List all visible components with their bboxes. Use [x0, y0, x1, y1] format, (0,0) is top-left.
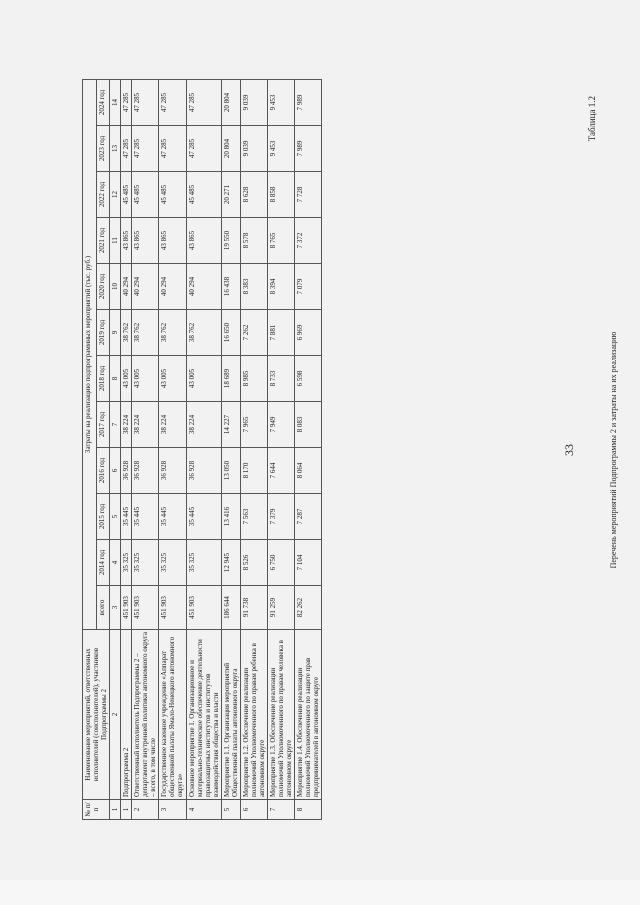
- row-name: Государственное казенное учреждение «Аппарат общественной палаты Ямало-Ненецкого автономного округа»: [159, 630, 186, 800]
- column-number: 13: [110, 126, 121, 172]
- row-number: 4: [186, 800, 221, 820]
- row-name: Мероприятие 1.1. Организация мероприятий Общественной палаты автономного округа: [221, 630, 240, 800]
- cell-value: 8 578: [240, 218, 267, 264]
- row-number: 8: [295, 800, 322, 820]
- cell-value: 45 485: [159, 172, 186, 218]
- cell-value: 35 445: [132, 494, 159, 540]
- cell-value: 40 294: [159, 264, 186, 310]
- table-caption: Перечень мероприятий Подпрограммы 2 и затраты на их реализацию: [609, 331, 618, 569]
- header-year: 2016 год: [96, 448, 110, 494]
- cell-value: 451 903: [132, 586, 159, 630]
- cell-value: 47 285: [159, 79, 186, 125]
- column-number: 11: [110, 218, 121, 264]
- header-year: 2017 год: [96, 402, 110, 448]
- column-number: 6: [110, 448, 121, 494]
- row-name: Мероприятие 1.3. Обеспечение реализации полномочий Уполномоченного по правам человека в автономном округе: [267, 630, 294, 800]
- cell-value: 45 485: [186, 172, 221, 218]
- row-name: Мероприятие 1.2. Обеспечение реализации полномочий Уполномоченного по правам ребенка в автономном округе: [240, 630, 267, 800]
- cell-value: 38 224: [159, 402, 186, 448]
- column-number: 3: [110, 586, 121, 630]
- header-year: 2014 год: [96, 540, 110, 586]
- cell-value: 451 903: [159, 586, 186, 630]
- cell-value: 40 294: [186, 264, 221, 310]
- cell-value: 13 416: [221, 494, 240, 540]
- table-row: [240, 79, 267, 819]
- cell-value: 82 262: [295, 586, 322, 630]
- cell-value: 7 262: [240, 310, 267, 356]
- cell-value: 7 881: [267, 310, 294, 356]
- cell-value: 38 762: [121, 310, 132, 356]
- cell-value: 9 453: [267, 126, 294, 172]
- page-number: 33: [562, 444, 576, 456]
- page-bottom-strip: [0, 880, 640, 905]
- header-year: 2024 год: [96, 79, 110, 125]
- cell-value: 13 050: [221, 448, 240, 494]
- cell-value: 6 750: [267, 540, 294, 586]
- rotated-content: [82, 80, 640, 820]
- header-year: 2015 год: [96, 494, 110, 540]
- cell-value: 14 227: [221, 402, 240, 448]
- cell-value: 38 224: [132, 402, 159, 448]
- header-num: № п/п: [83, 800, 110, 820]
- cell-value: 7 965: [240, 402, 267, 448]
- cell-value: 35 325: [132, 540, 159, 586]
- cell-value: 7 989: [295, 79, 322, 125]
- header-year: 2023 год: [96, 126, 110, 172]
- table-row: [221, 79, 240, 819]
- cell-value: 6 598: [295, 356, 322, 402]
- row-number: 5: [221, 800, 240, 820]
- cell-value: 8 733: [267, 356, 294, 402]
- cell-value: 18 689: [221, 356, 240, 402]
- table-row: [121, 79, 132, 819]
- row-name: Подпрограмма 2: [121, 630, 132, 800]
- cell-value: 8 985: [240, 356, 267, 402]
- cell-value: 7 644: [267, 448, 294, 494]
- cell-value: 43 005: [121, 356, 132, 402]
- cell-value: 8 628: [240, 172, 267, 218]
- cell-value: 38 224: [121, 402, 132, 448]
- table-row: [267, 79, 294, 819]
- row-name: Основное мероприятие 1. Организационное и материально-техническое обеспечение деятельности правозащитных институтов и институтов взаимодействия общества и власти: [186, 630, 221, 800]
- header-year: 2021 год: [96, 218, 110, 264]
- cell-value: 47 285: [186, 126, 221, 172]
- column-number: 12: [110, 172, 121, 218]
- cell-value: 9 039: [240, 126, 267, 172]
- cell-value: 40 294: [132, 264, 159, 310]
- column-number: 14: [110, 79, 121, 125]
- row-number: 7: [267, 800, 294, 820]
- cell-value: 7 287: [295, 494, 322, 540]
- column-number: 2: [110, 630, 121, 800]
- cell-value: 38 224: [186, 402, 221, 448]
- cell-value: 43 005: [186, 356, 221, 402]
- cell-value: 38 762: [132, 310, 159, 356]
- header-year: 2018 год: [96, 356, 110, 402]
- cell-value: 9 453: [267, 79, 294, 125]
- cell-value: 36 928: [186, 448, 221, 494]
- header-total: всего: [96, 586, 110, 630]
- row-number: 3: [159, 800, 186, 820]
- cell-value: 7 079: [295, 264, 322, 310]
- row-name: Мероприятие 1.4. Обеспечение реализации полномочий Уполномоченного по защите прав предпринимателей в автономном округе: [295, 630, 322, 800]
- table-row: [295, 79, 322, 819]
- column-number: 1: [110, 800, 121, 820]
- cell-value: 20 804: [221, 79, 240, 125]
- cell-value: 7 372: [295, 218, 322, 264]
- row-number: 1: [121, 800, 132, 820]
- cell-value: 43 005: [159, 356, 186, 402]
- cell-value: 91 738: [240, 586, 267, 630]
- column-number: 10: [110, 264, 121, 310]
- cell-value: 451 903: [186, 586, 221, 630]
- cell-value: 7 949: [267, 402, 294, 448]
- cell-value: 91 259: [267, 586, 294, 630]
- cell-value: 36 928: [121, 448, 132, 494]
- cell-value: 8 765: [267, 218, 294, 264]
- cell-value: 47 285: [186, 79, 221, 125]
- column-number: 4: [110, 540, 121, 586]
- cell-value: 20 804: [221, 126, 240, 172]
- costs-table: [82, 79, 322, 820]
- cell-value: 6 969: [295, 310, 322, 356]
- cell-value: 186 644: [221, 586, 240, 630]
- column-number: 7: [110, 402, 121, 448]
- cell-value: 8 064: [295, 448, 322, 494]
- cell-value: 35 325: [159, 540, 186, 586]
- cell-value: 43 865: [186, 218, 221, 264]
- cell-value: 8 170: [240, 448, 267, 494]
- table-label: Таблица 1.2: [587, 96, 597, 142]
- cell-value: 35 325: [186, 540, 221, 586]
- cell-value: 47 285: [121, 126, 132, 172]
- row-number: 2: [132, 800, 159, 820]
- cell-value: 20 271: [221, 172, 240, 218]
- row-number: 6: [240, 800, 267, 820]
- cell-value: 16 650: [221, 310, 240, 356]
- table-row: [159, 79, 186, 819]
- cell-value: 35 445: [159, 494, 186, 540]
- cell-value: 43 865: [132, 218, 159, 264]
- cell-value: 43 005: [132, 356, 159, 402]
- column-number: 9: [110, 310, 121, 356]
- cell-value: 7 104: [295, 540, 322, 586]
- cell-value: 45 485: [121, 172, 132, 218]
- cell-value: 43 865: [159, 218, 186, 264]
- cell-value: 38 762: [159, 310, 186, 356]
- cell-value: 35 445: [121, 494, 132, 540]
- table-row: [132, 79, 159, 819]
- cell-value: 451 903: [121, 586, 132, 630]
- cell-value: 7 563: [240, 494, 267, 540]
- cell-value: 47 285: [132, 79, 159, 125]
- cell-value: 36 928: [159, 448, 186, 494]
- cell-value: 40 294: [121, 264, 132, 310]
- cell-value: 36 928: [132, 448, 159, 494]
- cell-value: 8 083: [295, 402, 322, 448]
- cell-value: 16 438: [221, 264, 240, 310]
- cell-value: 12 945: [221, 540, 240, 586]
- header-year: 2020 год: [96, 264, 110, 310]
- cell-value: 7 989: [295, 126, 322, 172]
- cell-value: 7 379: [267, 494, 294, 540]
- cell-value: 47 285: [121, 79, 132, 125]
- cell-value: 19 550: [221, 218, 240, 264]
- header-year: 2022 год: [96, 172, 110, 218]
- cell-value: 9 039: [240, 79, 267, 125]
- cell-value: 47 285: [132, 126, 159, 172]
- cell-value: 35 445: [186, 494, 221, 540]
- table-row: [186, 79, 221, 819]
- cell-value: 8 858: [267, 172, 294, 218]
- cell-value: 8 383: [240, 264, 267, 310]
- cell-value: 43 865: [121, 218, 132, 264]
- cell-value: 8 526: [240, 540, 267, 586]
- cell-value: 45 485: [132, 172, 159, 218]
- column-number: 5: [110, 494, 121, 540]
- header-costs: Затраты на реализацию подпрограммных мероприятий (тыс. руб.): [83, 79, 97, 629]
- cell-value: 47 285: [159, 126, 186, 172]
- cell-value: 38 762: [186, 310, 221, 356]
- cell-value: 8 394: [267, 264, 294, 310]
- header-name: Наименование мероприятий, ответственных исполнителей (соисполнителей), участников Подпрограммы 2: [83, 630, 110, 800]
- cell-value: 7 728: [295, 172, 322, 218]
- column-number: 8: [110, 356, 121, 402]
- cell-value: 35 325: [121, 540, 132, 586]
- row-name: Ответственный исполнитель Подпрограммы 2 – департамент внутренней политики автономного округа – всего, в том числе: [132, 630, 159, 800]
- header-year: 2019 год: [96, 310, 110, 356]
